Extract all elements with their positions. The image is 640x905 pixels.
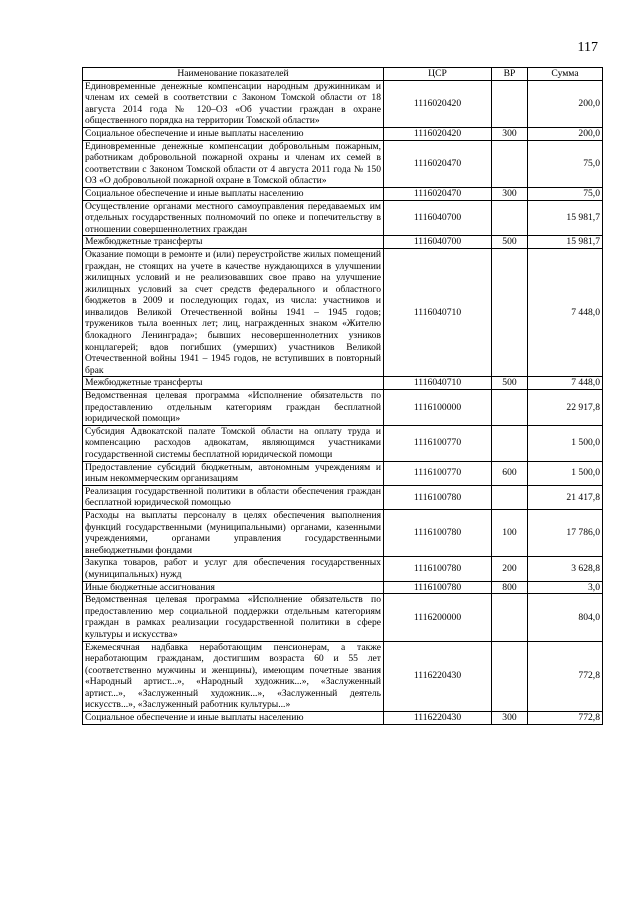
row-vr <box>492 641 528 712</box>
row-name: Социальное обеспечение и иные выплаты населению <box>83 187 384 200</box>
page-number: 117 <box>577 40 598 55</box>
row-csr: 1116020420 <box>384 80 492 127</box>
row-vr: 600 <box>492 461 528 485</box>
budget-table <box>82 67 603 725</box>
row-vr <box>492 390 528 426</box>
row-csr: 1116220430 <box>384 641 492 712</box>
row-sum: 200,0 <box>528 127 603 140</box>
row-name: Расходы на выплаты персоналу в целях обеспечения выполнения функций государственными (муниципальными) органами, казенными учреждениями, органами управления государственными внебюджетными фондами <box>83 509 384 556</box>
row-name: Ведомственная целевая программа «Исполнение обязательств по предоставлению мер социальной поддержки отдельным категориям граждан в рамках реализации государственной политики в сфере культуры и искусства» <box>83 594 384 641</box>
row-vr: 300 <box>492 187 528 200</box>
row-sum: 1 500,0 <box>528 461 603 485</box>
row-name: Субсидия Адвокатской палате Томской области на оплату труда и компенсацию расходов адвокатам, являющимся участниками государственной системы бесплатной юридической помощи <box>83 425 384 461</box>
row-vr <box>492 594 528 641</box>
row-csr: 1116020470 <box>384 140 492 187</box>
row-csr: 1116100000 <box>384 390 492 426</box>
header-vr: ВР <box>492 68 528 81</box>
table-row <box>83 127 603 140</box>
row-name: Единовременные денежные компенсации добровольным пожарным, работникам добровольной пожарной охраны и членам их семей в соответствии с Законом Томской области от 4 августа 2011 года № 150 ОЗ «О добровольной пожарной охране в Томской области» <box>83 140 384 187</box>
row-csr: 1116100780 <box>384 581 492 594</box>
row-name: Иные бюджетные ассигнования <box>83 581 384 594</box>
row-sum: 75,0 <box>528 187 603 200</box>
row-csr: 1116040710 <box>384 377 492 390</box>
row-sum: 22 917,8 <box>528 390 603 426</box>
row-csr: 1116040700 <box>384 200 492 236</box>
row-sum: 7 448,0 <box>528 377 603 390</box>
row-vr <box>492 200 528 236</box>
table-row <box>83 140 603 187</box>
row-vr <box>492 140 528 187</box>
row-vr: 500 <box>492 377 528 390</box>
table-row <box>83 200 603 236</box>
row-vr: 300 <box>492 127 528 140</box>
row-name: Оказание помощи в ремонте и (или) переустройстве жилых помещений граждан, не стоящих на учете в качестве нуждающихся в улучшении жилищных условий и не реализовавших свое право на улучшение жилищных условий за счет средств федерального и областного бюджетов в 2009 и последующих годах, из числа: участников и инвалидов Великой Отечественной войны 1941 – 1945 годов; тружеников тыла военных лет; лиц, награжденных знаком «Жителю блокадного Ленинграда»; бывших несовершеннолетних узников концлагерей; вдов погибших (умерших) участников Великой Отечественной войны 1941 – 1945 годов, не вступивших в повторный брак <box>83 248 384 377</box>
row-name: Единовременные денежные компенсации народным дружинникам и членам их семей в соответствии с Законом Томской области от 18 августа 2014 года № 120–ОЗ «Об участии граждан в охране общественного порядка на территории Томской области» <box>83 80 384 127</box>
row-sum: 3,0 <box>528 581 603 594</box>
row-csr: 1116040700 <box>384 236 492 249</box>
row-name: Ежемесячная надбавка неработающим пенсионерам, а также неработающим гражданам, достигшим возраста 60 и 55 лет (соответственно мужчины и женщины), имеющим почетные звания «Народный артист...», «Народный художник...», «Заслуженный артист...», «Заслуженный художник...», «Заслуженный деятель искусств...», «Заслуженный работник культуры...» <box>83 641 384 712</box>
row-sum: 15 981,7 <box>528 200 603 236</box>
row-name: Реализация государственной политики в области обеспечения граждан бесплатной юридической помощью <box>83 485 384 509</box>
table-row <box>83 390 603 426</box>
row-sum: 75,0 <box>528 140 603 187</box>
row-name: Осуществление органами местного самоуправления передаваемых им отдельных государственных полномочий по опеке и попечительству в отношении совершеннолетних граждан <box>83 200 384 236</box>
row-vr <box>492 248 528 377</box>
row-sum: 200,0 <box>528 80 603 127</box>
row-name: Ведомственная целевая программа «Исполнение обязательств по предоставлению отдельным категориям граждан бесплатной юридической помощи» <box>83 390 384 426</box>
header-sum: Сумма <box>528 68 603 81</box>
header-name: Наименование показателей <box>83 68 384 81</box>
row-name: Межбюджетные трансферты <box>83 377 384 390</box>
row-sum: 21 417,8 <box>528 485 603 509</box>
table-row <box>83 461 603 485</box>
row-csr: 1116100780 <box>384 557 492 581</box>
row-name: Закупка товаров, работ и услуг для обеспечения государственных (муниципальных) нужд <box>83 557 384 581</box>
table-row <box>83 641 603 712</box>
row-csr: 1116040710 <box>384 248 492 377</box>
row-name: Межбюджетные трансферты <box>83 236 384 249</box>
row-name: Предоставление субсидий бюджетным, автономным учреждениям и иным некоммерческим организациям <box>83 461 384 485</box>
row-vr <box>492 485 528 509</box>
row-vr: 800 <box>492 581 528 594</box>
row-sum: 804,0 <box>528 594 603 641</box>
row-csr: 1116100770 <box>384 461 492 485</box>
row-sum: 772,8 <box>528 641 603 712</box>
row-csr: 1116200000 <box>384 594 492 641</box>
row-csr: 1116020420 <box>384 127 492 140</box>
table-row <box>83 509 603 556</box>
table-row <box>83 712 603 725</box>
row-vr <box>492 80 528 127</box>
row-csr: 1116020470 <box>384 187 492 200</box>
row-name: Социальное обеспечение и иные выплаты населению <box>83 127 384 140</box>
row-vr: 500 <box>492 236 528 249</box>
row-vr <box>492 425 528 461</box>
table-row <box>83 80 603 127</box>
row-csr: 1116100780 <box>384 485 492 509</box>
row-vr: 100 <box>492 509 528 556</box>
header-csr: ЦСР <box>384 68 492 81</box>
row-sum: 772,8 <box>528 712 603 725</box>
table-row <box>83 581 603 594</box>
row-vr: 300 <box>492 712 528 725</box>
row-sum: 15 981,7 <box>528 236 603 249</box>
table-header-row <box>83 68 603 81</box>
table-row <box>83 594 603 641</box>
table-row <box>83 557 603 581</box>
row-csr: 1116220430 <box>384 712 492 725</box>
row-vr: 200 <box>492 557 528 581</box>
row-name: Социальное обеспечение и иные выплаты населению <box>83 712 384 725</box>
table-row <box>83 187 603 200</box>
table-row <box>83 425 603 461</box>
row-sum: 7 448,0 <box>528 248 603 377</box>
table-row <box>83 485 603 509</box>
row-sum: 1 500,0 <box>528 425 603 461</box>
row-csr: 1116100780 <box>384 509 492 556</box>
table-row <box>83 236 603 249</box>
table-row <box>83 377 603 390</box>
row-sum: 17 786,0 <box>528 509 603 556</box>
table-row <box>83 248 603 377</box>
row-csr: 1116100770 <box>384 425 492 461</box>
row-sum: 3 628,8 <box>528 557 603 581</box>
